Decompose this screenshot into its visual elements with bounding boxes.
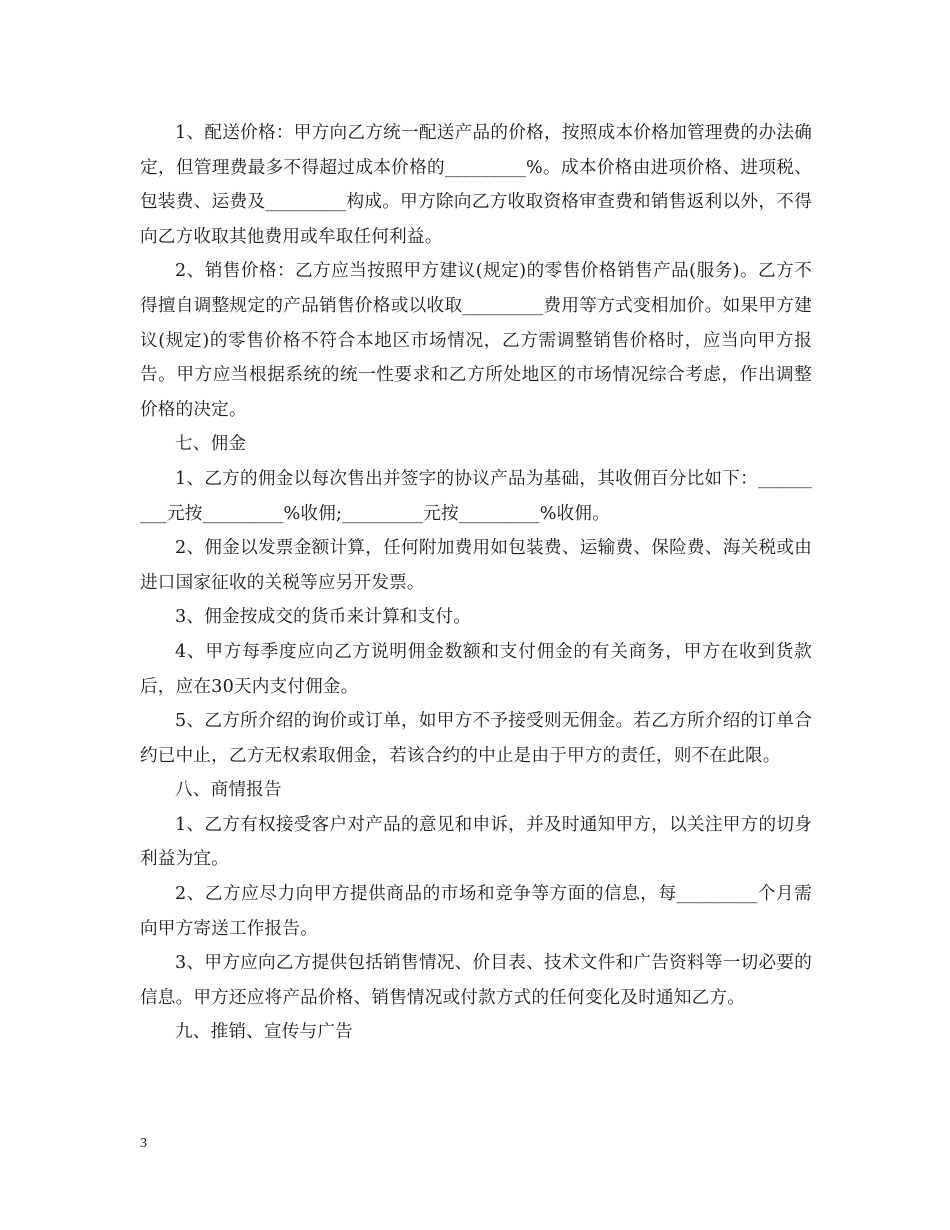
clause-commission-invoice: 2、佣金以发票金额计算，任何附加费用如包装费、运输费、保险费、海关税或由进口国家征收的关税等应另开发票。	[140, 538, 812, 593]
clause-commission-exceptions: 5、乙方所介绍的询价或订单，如甲方不予接受则无佣金。若乙方所介绍的订单合约已中止，乙方无权索取佣金，若该合约的中止是由于甲方的责任，则不在此限。	[140, 711, 812, 766]
clause-commission-payment: 4、甲方每季度应向乙方说明佣金数额和支付佣金的有关商务，甲方在收到货款后，应在30天内支付佣金。	[140, 641, 812, 697]
section-heading-market-report: 八、商情报告	[175, 780, 282, 801]
clause-commission-rate: 1、乙方的佣金以每次售出并签字的协议产品为基础，其收佣百分比如下：_________元按_________%收佣;_________元按_________%收佣。	[140, 468, 812, 524]
section-heading-commission: 七、佣金	[175, 434, 247, 455]
page-number: 3	[140, 1136, 147, 1151]
clause-delivery-price: 1、配送价格：甲方向乙方统一配送产品的价格，按照成本价格加管理费的办法确定，但管理费最多不得超过成本价格的_________%。成本价格由进项价格、进项税、包装费、运费及_________构成。甲方除向乙方收取资格审查费和销售返利以外，不得向乙方收取其他费用或牟取任何利益。	[140, 123, 812, 247]
clause-customer-feedback: 1、乙方有权接受客户对产品的意见和申诉，并及时通知甲方，以关注甲方的切身利益为宜。	[140, 814, 812, 870]
document-body	[140, 116, 812, 1050]
section-heading-promotion: 九、推销、宣传与广告	[175, 1022, 353, 1043]
clause-commission-currency: 3、佣金按成交的货币来计算和支付。	[175, 607, 472, 628]
clause-work-report: 2、乙方应尽力向甲方提供商品的市场和竞争等方面的信息，每_________个月需向甲方寄送工作报告。	[140, 884, 812, 939]
clause-sales-price: 2、销售价格：乙方应当按照甲方建议(规定)的零售价格销售产品(服务)。乙方不得擅自调整规定的产品销售价格或以收取_________费用等方式变相加价。如果甲方建议(规定)的零售价格不符合本地区市场情况，乙方需调整销售价格时，应当向甲方报告。甲方应当根据系统的统一性要求和乙方所处地区的市场情况综合考虑，作出调整价格的决定。	[140, 261, 812, 420]
clause-information-supply: 3、甲方应向乙方提供包括销售情况、价目表、技术文件和广告资料等一切必要的信息。甲方还应将产品价格、销售情况或付款方式的任何变化及时通知乙方。	[140, 953, 812, 1008]
